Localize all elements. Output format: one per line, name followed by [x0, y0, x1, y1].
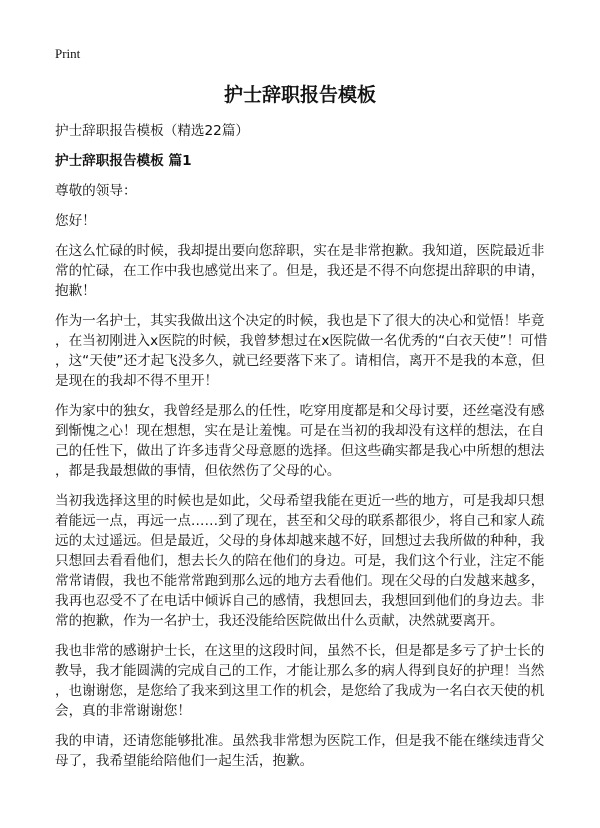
print-link[interactable]: Print [55, 46, 81, 61]
section-heading: 护士辞职报告模板 篇1 [55, 153, 192, 169]
paragraph-line: 教导，我才能圆满的完成自己的工作，才能让那么多的病人得到良好的护理！当然 [55, 663, 545, 679]
document-body [55, 121, 555, 781]
paragraph-line: 只想回去看看他们，想去长久的陪在他们的身边。可是，我们这个行业，注定不能 [55, 553, 545, 569]
paragraph [55, 311, 555, 391]
paragraph-line: 在这么忙碌的时候，我却提出要向您辞职，实在是非常抱歉。我知道，医院最近非 [55, 243, 545, 259]
document-title: 护士辞职报告模板 [223, 84, 376, 106]
paragraph [55, 181, 555, 201]
paragraph-line: 母了，我希望能给陪他们一起生活，抱歉。 [55, 753, 314, 769]
paragraph-line: 到惭愧之心！现在想想，实在是让羞愧。可是在当初的我却没有这样的想法，在自 [55, 423, 545, 439]
paragraph-line: 我也非常的感谢护士长，在这里的这段时间，虽然不长，但是都是多亏了护士长的 [55, 643, 545, 659]
paragraph-line: 己的任性下，做出了许多违背父母意愿的选择。但这些确实都是我心中所想的想法 [55, 443, 545, 459]
paragraph-line: 常的抱歉，作为一名护士，我还没能给医院做出什么贡献，决然就要离开。 [55, 613, 504, 629]
paragraph-line: 常常请假，我也不能常常跑到那么远的地方去看他们。现在父母的白发越来越多， [55, 573, 545, 589]
paragraph-line: ，都是我最想做的事情，但依然伤了父母的心。 [55, 463, 341, 479]
paragraph-line: ，在当初刚进入x医院的时候，我曾梦想过在x医院做一名优秀的“白衣天使”！可惜 [55, 333, 548, 349]
paragraph [55, 211, 555, 231]
paragraph-line: 我再也忍受不了在电话中倾诉自己的感情，我想回去，我想回到他们的身边去。非 [55, 593, 545, 609]
paragraph-line: 常的忙碌，在工作中我也感觉出来了。但是，我还是不得不向您提出辞职的申请， [55, 263, 545, 279]
paragraph-line: 远的太过遥远。但是最近，父母的身体却越来越不好，回想过去我所做的种种，我 [55, 533, 545, 549]
paragraph-line: 会，真的非常谢谢您！ [55, 703, 191, 719]
paragraph-line: 着能远一点，再远一点……到了现在，甚至和父母的联系都很少，将自己和家人疏 [55, 513, 545, 529]
paragraph-line: ，这“天使”还才起飞没多久，就已经要落下来了。请相信，离开不是我的本意，但 [55, 353, 545, 369]
paragraph [55, 241, 555, 301]
paragraph-line: 我的申请，还请您能够批准。虽然我非常想为医院工作，但是我不能在继续违背父 [55, 733, 545, 749]
paragraph [55, 401, 555, 481]
paragraph [55, 491, 555, 631]
paragraph-line: 您好！ [55, 213, 96, 229]
paragraph-line: 当初我选择这里的时候也是如此，父母希望我能在更近一些的地方，可是我却只想 [55, 493, 545, 509]
paragraph-line: 抱歉！ [55, 283, 96, 299]
paragraph-line: 尊敬的领导： [55, 183, 137, 199]
paragraph-line: ，也谢谢您，是您给了我来到这里工作的机会，是您给了我成为一名白衣天使的机 [55, 683, 545, 699]
paragraph-line: 作为家中的独女，我曾经是那么的任性，吃穿用度都是和父母讨要，还丝毫没有感 [55, 403, 545, 419]
paragraph [55, 641, 555, 721]
paragraph-line: 是现在的我却不得不里开！ [55, 373, 219, 389]
paragraphs [55, 181, 555, 771]
paragraph [55, 731, 555, 771]
document-subtitle: 护士辞职报告模板（精选22篇） [55, 123, 250, 139]
paragraph-line: 作为一名护士，其实我做出这个决定的时候，我也是下了很大的决心和觉悟！毕竟 [55, 313, 545, 329]
